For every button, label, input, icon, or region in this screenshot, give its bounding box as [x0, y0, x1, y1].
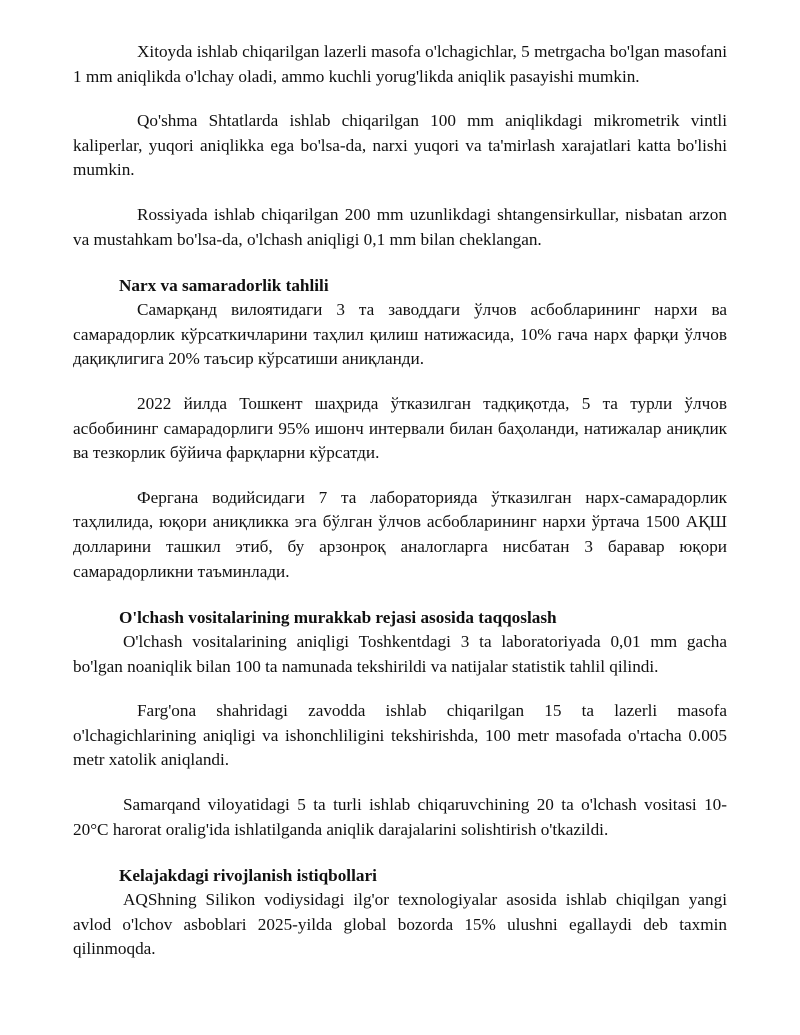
paragraph-section1-2: 2022 йилда Тошкент шаҳрида ўтказилган тадқиқотда, 5 та турли ўлчов асбобининг самарадорлиги 95% ишонч интервали билан баҳоланди, натижалар аниқлик ва тезкорлик бўйича фарқларни кўрсатди. [73, 393, 727, 463]
paragraph-section2-3: Samarqand viloyatidagi 5 ta turli ishlab chiqaruvchining 20 ta o'lchash vositasi 10-20°C harorat oralig'ida ishlatilganda aniqlik darajalarini solishtirish o'tkazildi. [73, 795, 727, 839]
paragraph-intro-2: Qo'shma Shtatlarda ishlab chiqarilgan 100 mm aniqlikdagi mikrometrik vintli kaliperlar, yuqori aniqlikka ega bo'lsa-da, narxi yuqori va ta'mirlash xarajatlari katta bo'lishi mumkin. [73, 111, 727, 180]
paragraph-section1-3: Фергана водийсидаги 7 та лабораторияда ўтказилган нарх-самарадорлик таҳлилида, юқори аниқликка эга бўлган ўлчов асбобларининг нархи ўртача 1500 АҚШ долларини ташкил этиб, бу арзонроқ аналогларга нисбатан 3 баравар юқори самарадорликни таъминлади. [73, 487, 727, 581]
paragraph-section2-1: O'lchash vositalarining aniqligi Toshkentdagi 3 ta laboratoriyada 0,01 mm gacha bo'lgan noaniqlik bilan 100 ta namunada tekshirildi va natijalar statistik tahlil qilindi. [73, 632, 727, 676]
paragraph-intro-1: Xitoyda ishlab chiqarilgan lazerli masofa o'lchagichlar, 5 metrgacha bo'lgan masofani 1 mm aniqlikda o'lchay oladi, ammo kuchli yorug'likda aniqlik pasayishi mumkin. [73, 42, 727, 86]
paragraph-section1-1: Самарқанд вилоятидаги 3 та заводдаги ўлчов асбобларининг нархи ва самарадорлик кўрсаткичларини таҳлил қилиш натижасида, 10% гача нарх фарқи ўлчов дақиқлигига 20% таъсир кўрсатиши аниқланди. [73, 300, 727, 369]
document-page [73, 40, 727, 962]
paragraph-section2-2: Farg'ona shahridagi zavodda ishlab chiqarilgan 15 ta lazerli masofa o'lchagichlarining aniqligi va ishonchliligini tekshirishda, 100 metr masofada o'rtacha 0.005 metr xatolik aniqlandi. [73, 701, 727, 770]
section-heading-price-efficiency: Narx va samaradorlik tahlili [119, 276, 329, 296]
paragraph-intro-3: Rossiyada ishlab chiqarilgan 200 mm uzunlikdagi shtangensirkullar, nisbatan arzon va mustahkam bo'lsa-da, o'lchash aniqligi 0,1 mm bilan cheklangan. [73, 204, 727, 249]
section-heading-comparison: O'lchash vositalarining murakkab rejasi asosida taqqoslash [119, 608, 557, 628]
section-heading-future: Kelajakdagi rivojlanish istiqbollari [119, 866, 377, 886]
paragraph-section3-1: AQShning Silikon vodiysidagi ilg'or texnologiyalar asosida ishlab chiqilgan yangi avlod o'lchov asboblari 2025-yilda global bozorda 15% ulushni egallaydi deb taxmin qilinmoqda. [73, 890, 727, 959]
